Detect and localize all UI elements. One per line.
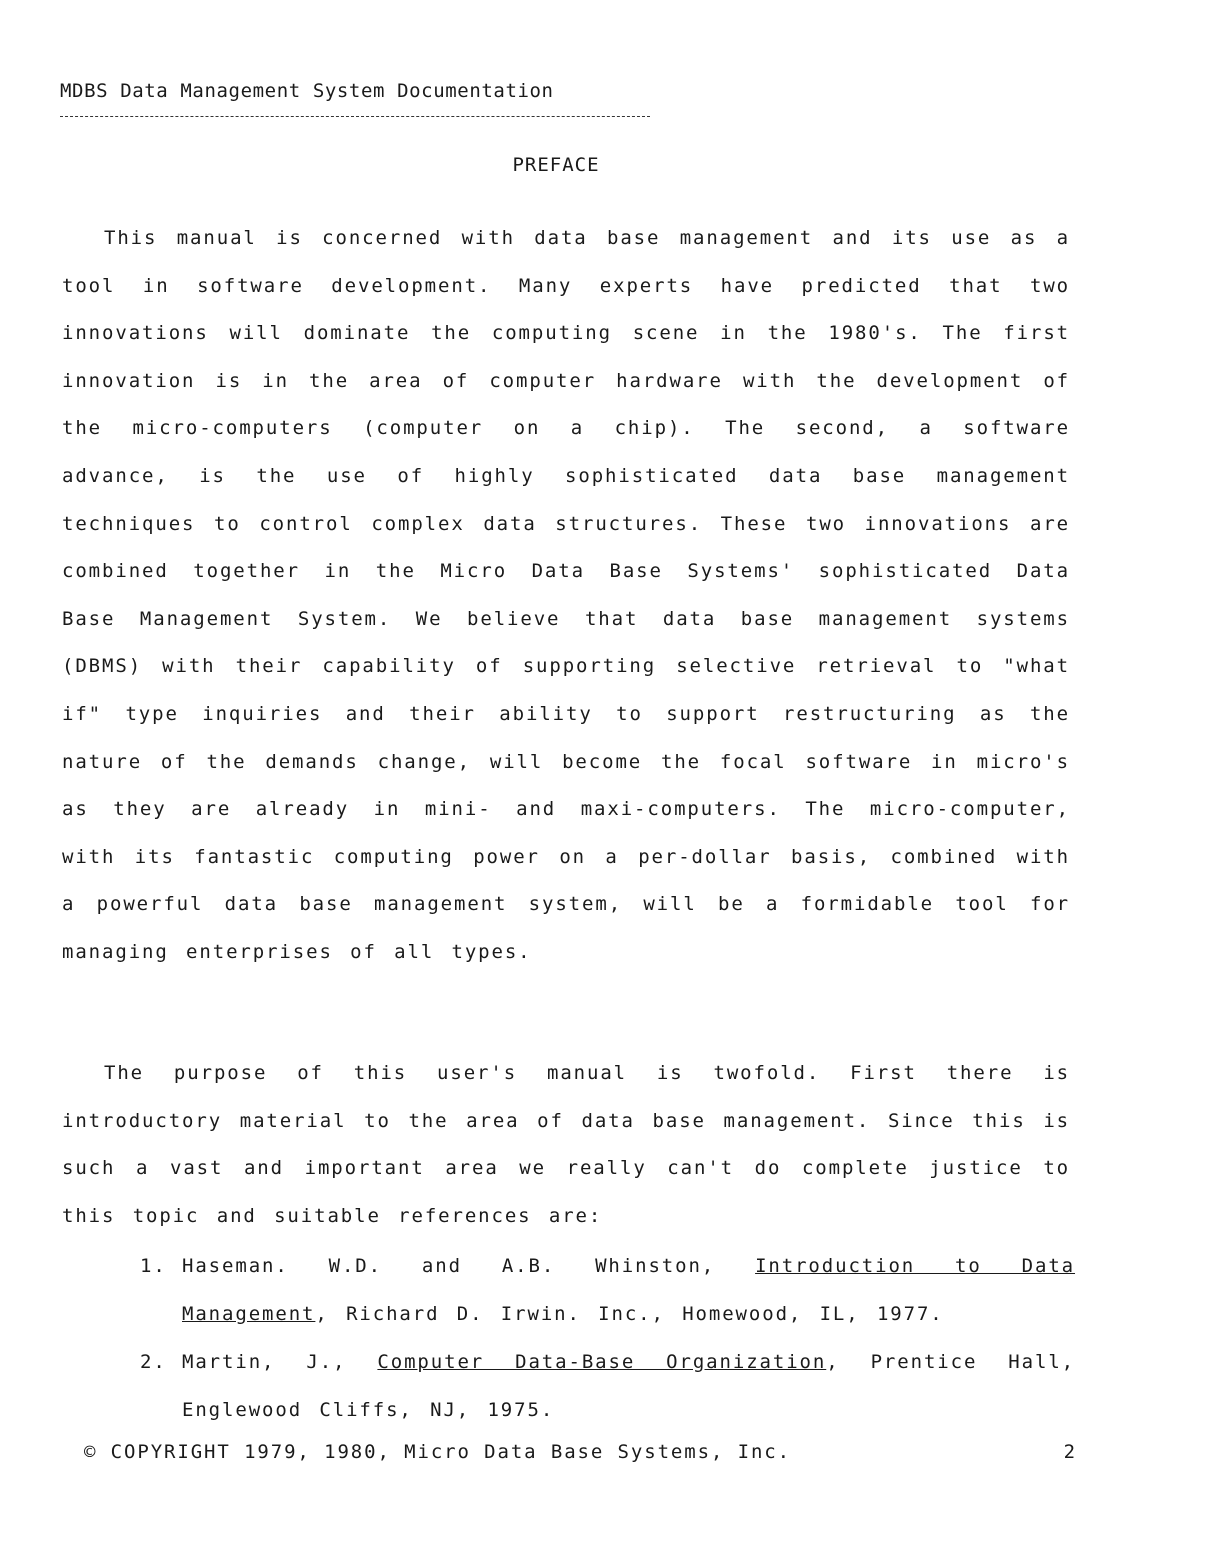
- running-header: MDBS Data Management System Documentation: [60, 80, 554, 102]
- paragraph-2: The purpose of this user's manual is twofold. First there is introductory material to the area of data base management. Since this is such a vast and important area we really can't do complete justice to this topic and suitable references are:: [62, 1062, 1070, 1227]
- reference-number: 2.: [140, 1351, 167, 1373]
- reference-authors: Haseman. W.D. and A.B. Whinston,: [182, 1255, 716, 1277]
- reference-title: Computer Data-Base Organization: [377, 1351, 827, 1373]
- reference-publisher: , Prentice Hall, Englewood Cliffs, NJ, 1975.: [182, 1351, 1075, 1421]
- page-number: 2: [1063, 1441, 1077, 1463]
- copyright-notice: © COPYRIGHT 1979, 1980, Micro Data Base Systems, Inc.: [84, 1441, 791, 1463]
- reference-list: [140, 1242, 1075, 1434]
- reference-publisher: , Richard D. Irwin. Inc., Homewood, IL, 1977.: [315, 1303, 944, 1325]
- header-dashed-rule: [60, 116, 650, 117]
- reference-authors: Martin, J.,: [182, 1351, 347, 1373]
- reference-number: 1.: [140, 1255, 167, 1277]
- paragraph-1: This manual is concerned with data base management and its use as a tool in software development. Many experts have predicted that two innovations will dominate the computing scene in the 1980's. The first innovation is in the area of computer hardware with the development of the micro-computers (computer on a chip). The second, a software advance, is the use of highly sophisticated data base management techniques to control complex data structures. These two innovations are combined together in the Micro Data Base Systems' sophisticated Data Base Management System. We believe that data base management systems (DBMS) with their capability of supporting selective retrieval to "what if" type inquiries and their ability to support restructuring as the nature of the demands change, will become the focal software in micro's as they are already in mini- and maxi-computers. The micro-computer, with its fantastic computing power on a per-dollar basis, combined with a powerful data base management system, will be a formidable tool for managing enterprises of all types.: [62, 227, 1070, 963]
- reference-item-1: [140, 1242, 1075, 1338]
- reference-title: Introduction to Data Management: [182, 1255, 1076, 1325]
- section-title: PREFACE: [512, 154, 600, 176]
- reference-item-2: [140, 1338, 1075, 1434]
